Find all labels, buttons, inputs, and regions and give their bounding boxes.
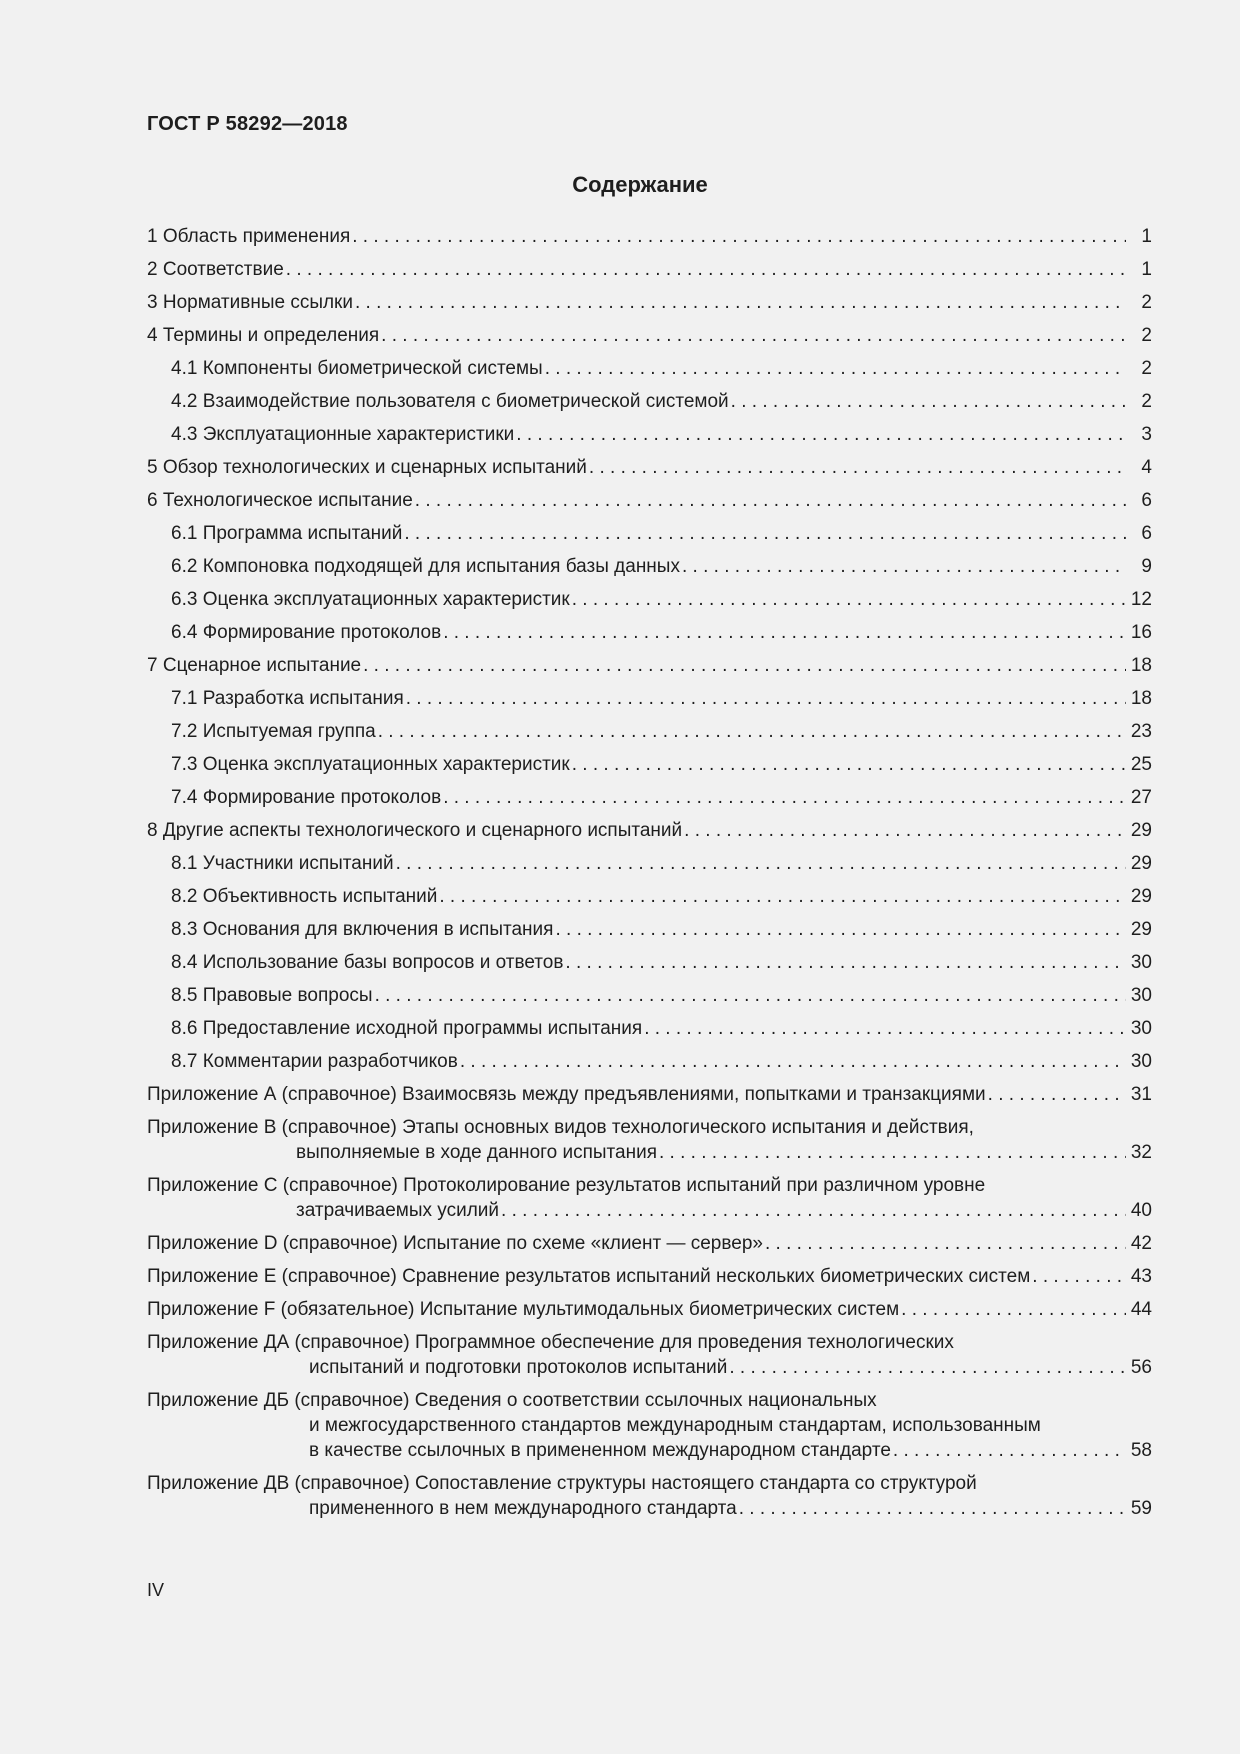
- toc-page-number: 40: [1130, 1200, 1152, 1221]
- toc-entry-text: Приложение ДБ (справочное) Сведения о соответствии ссылочных национальных: [147, 1390, 877, 1411]
- toc-page-number: 30: [1130, 1051, 1152, 1072]
- toc-entry-text: испытаний и подготовки протоколов испытаний: [309, 1357, 728, 1378]
- toc-entry-text: 4.3 Эксплуатационные характеристики: [171, 424, 515, 445]
- toc-entry[interactable]: [147, 552, 1152, 579]
- toc-entry-text: 4 Термины и определения: [147, 325, 380, 346]
- toc-dot-leader: [684, 818, 1126, 843]
- toc-entry-text: Приложение А (справочное) Взаимосвязь между предъявлениями, попытками и транзакциями: [147, 1084, 986, 1105]
- toc-entry-text: примененного в нем международного стандарта: [309, 1498, 737, 1519]
- toc-entry-text: 6.4 Формирование протоколов: [171, 622, 442, 643]
- toc-entry[interactable]: [147, 1328, 1152, 1380]
- toc-dot-leader: [682, 554, 1126, 579]
- toc-page-number: 9: [1141, 556, 1152, 577]
- toc-page-number: 18: [1130, 688, 1152, 709]
- toc-entry[interactable]: [147, 717, 1152, 744]
- toc-dot-leader: [415, 488, 1126, 513]
- toc-entry-text: 8 Другие аспекты технологического и сценарного испытаний: [147, 820, 683, 841]
- toc-page-number: 1: [1141, 259, 1152, 280]
- toc-dot-leader: [659, 1140, 1126, 1165]
- toc-dot-leader: [404, 521, 1126, 546]
- toc-dot-leader: [765, 1231, 1126, 1256]
- toc-page-number: 3: [1141, 424, 1152, 445]
- toc-entry[interactable]: [147, 387, 1152, 414]
- toc-entry-text: 8.6 Предоставление исходной программы испытания: [171, 1018, 643, 1039]
- toc-page-number: 23: [1130, 721, 1152, 742]
- document-id-header: ГОСТ Р 58292—2018: [147, 113, 348, 135]
- toc-page-number: 2: [1141, 325, 1152, 346]
- toc-page-number: 44: [1130, 1299, 1152, 1320]
- toc-dot-leader: [988, 1082, 1126, 1107]
- toc-dot-leader: [589, 455, 1126, 480]
- toc-entry[interactable]: [147, 1171, 1152, 1223]
- toc-entry[interactable]: [147, 915, 1152, 942]
- toc-entry-text: 1 Область применения: [147, 226, 351, 247]
- toc-page-number: 1: [1141, 226, 1152, 247]
- toc-entry-text: Приложение Е (справочное) Сравнение результатов испытаний нескольких биометрических систем: [147, 1266, 1031, 1287]
- toc-page-number: 58: [1130, 1440, 1152, 1461]
- toc-page-number: 59: [1130, 1498, 1152, 1519]
- toc-dot-leader: [381, 323, 1126, 348]
- toc-entry-text: Приложение ДВ (справочное) Сопоставление структуры настоящего стандарта со структурой: [147, 1473, 977, 1494]
- toc-entry-text: 7 Сценарное испытание: [147, 655, 362, 676]
- toc-dot-leader: [352, 224, 1126, 249]
- toc-dot-leader: [739, 1496, 1126, 1521]
- toc-page-number: 12: [1130, 589, 1152, 610]
- toc-entry-text: 8.5 Правовые вопросы: [171, 985, 373, 1006]
- toc-entry[interactable]: [147, 849, 1152, 876]
- toc-page-number: 30: [1130, 952, 1152, 973]
- toc-entry-text: 6 Технологическое испытание: [147, 490, 413, 511]
- toc-entry-text: затрачиваемых усилий: [296, 1200, 500, 1221]
- toc-dot-leader: [572, 587, 1126, 612]
- toc-dot-leader: [439, 884, 1126, 909]
- toc-page-number: 2: [1141, 391, 1152, 412]
- toc-entry-text: Приложение D (справочное) Испытание по схеме «клиент — сервер»: [147, 1233, 763, 1254]
- toc-page-number: 27: [1130, 787, 1152, 808]
- toc-entry[interactable]: [147, 948, 1152, 975]
- toc-entry[interactable]: [147, 486, 1152, 513]
- toc-dot-leader: [501, 1198, 1126, 1223]
- toc-dot-leader: [1032, 1264, 1126, 1289]
- toc-entry[interactable]: [147, 1295, 1152, 1322]
- toc-dot-leader: [406, 686, 1126, 711]
- toc-dot-leader: [375, 983, 1126, 1008]
- toc-dot-leader: [545, 356, 1126, 381]
- toc-entry-text: Приложение В (справочное) Этапы основных видов технологического испытания и действия,: [147, 1117, 974, 1138]
- toc-entry[interactable]: [147, 684, 1152, 711]
- toc-page-number: 32: [1130, 1142, 1152, 1163]
- toc-entry-text: 2 Соответствие: [147, 259, 284, 280]
- toc-entry[interactable]: [147, 1229, 1152, 1256]
- toc-entry-text: 7.4 Формирование протоколов: [171, 787, 442, 808]
- toc-page-number: 6: [1141, 490, 1152, 511]
- toc-entry[interactable]: [147, 651, 1152, 678]
- toc-entry[interactable]: [147, 816, 1152, 843]
- toc-entry[interactable]: [147, 1262, 1152, 1289]
- toc-entry[interactable]: [147, 288, 1152, 315]
- toc-dot-leader: [355, 290, 1126, 315]
- toc-title: Содержание: [572, 172, 708, 197]
- toc-entry[interactable]: [147, 783, 1152, 810]
- toc-dot-leader: [378, 719, 1126, 744]
- toc-page-number: 29: [1130, 919, 1152, 940]
- toc-entry[interactable]: [147, 255, 1152, 282]
- toc-dot-leader: [555, 917, 1126, 942]
- toc-entry[interactable]: [147, 519, 1152, 546]
- toc-dot-leader: [460, 1049, 1126, 1074]
- toc-entry[interactable]: [147, 585, 1152, 612]
- toc-entry[interactable]: [147, 1014, 1152, 1041]
- page-number: IV: [147, 1580, 165, 1600]
- toc-dot-leader: [443, 785, 1126, 810]
- toc-entry[interactable]: [147, 750, 1152, 777]
- toc-entry-text: 5 Обзор технологических и сценарных испытаний: [147, 457, 587, 478]
- toc-entry[interactable]: [147, 1113, 1152, 1165]
- toc-dot-leader: [286, 257, 1126, 282]
- toc-entry-text: 8.3 Основания для включения в испытания: [171, 919, 554, 940]
- toc-page-number: 4: [1141, 457, 1152, 478]
- toc-entry[interactable]: [147, 453, 1152, 480]
- toc-entry-text: 6.1 Программа испытаний: [171, 523, 403, 544]
- toc-dot-leader: [565, 950, 1126, 975]
- toc-dot-leader: [644, 1016, 1126, 1041]
- toc-dot-leader: [396, 851, 1126, 876]
- toc-entry-text: 8.4 Использование базы вопросов и ответов: [171, 952, 564, 973]
- toc-dot-leader: [729, 1355, 1126, 1380]
- toc-dot-leader: [731, 389, 1126, 414]
- toc-page-number: 18: [1130, 655, 1152, 676]
- toc-dot-leader: [516, 422, 1126, 447]
- toc-page-number: 29: [1130, 820, 1152, 841]
- toc-page-number: 2: [1141, 292, 1152, 313]
- toc-dot-leader: [572, 752, 1126, 777]
- toc-entry-text: 4.2 Взаимодействие пользователя с биометрической системой: [171, 391, 729, 412]
- toc-dot-leader: [443, 620, 1126, 645]
- toc-entry-text: 6.3 Оценка эксплуатационных характеристик: [171, 589, 570, 610]
- toc-entry-text: 8.2 Объективность испытаний: [171, 886, 438, 907]
- toc-entry-text: 7.3 Оценка эксплуатационных характеристик: [171, 754, 570, 775]
- table-of-contents: [147, 222, 1152, 1527]
- toc-page-number: 2: [1141, 358, 1152, 379]
- toc-dot-leader: [901, 1297, 1126, 1322]
- toc-page-number: 29: [1130, 886, 1152, 907]
- toc-entry[interactable]: [147, 618, 1152, 645]
- toc-entry-text: 8.1 Участники испытаний: [171, 853, 394, 874]
- toc-entry[interactable]: [147, 882, 1152, 909]
- toc-page-number: 42: [1130, 1233, 1152, 1254]
- toc-entry-text: в качестве ссылочных в примененном международном стандарте: [309, 1440, 891, 1461]
- toc-entry[interactable]: [147, 1047, 1152, 1074]
- toc-page-number: 16: [1130, 622, 1152, 643]
- toc-page-number: 30: [1130, 985, 1152, 1006]
- toc-entry[interactable]: [147, 981, 1152, 1008]
- toc-entry-text: 7.2 Испытуемая группа: [171, 721, 376, 742]
- toc-entry-text: Приложение С (справочное) Протоколирование результатов испытаний при различном уровне: [147, 1175, 986, 1196]
- toc-entry-text: 4.1 Компоненты биометрической системы: [171, 358, 543, 379]
- toc-entry-text: Приложение ДА (справочное) Программное обеспечение для проведения технологических: [147, 1332, 954, 1353]
- toc-entry-text: 7.1 Разработка испытания: [171, 688, 404, 709]
- toc-entry[interactable]: [147, 222, 1152, 249]
- toc-entry-text: Приложение F (обязательное) Испытание мультимодальных биометрических систем: [147, 1299, 900, 1320]
- toc-page-number: 6: [1141, 523, 1152, 544]
- toc-entry-text: и межгосударственного стандартов международным стандартам, использованным: [309, 1415, 1041, 1436]
- toc-entry[interactable]: [147, 420, 1152, 447]
- toc-entry-text: 6.2 Компоновка подходящей для испытания базы данных: [171, 556, 680, 577]
- toc-page-number: 30: [1130, 1018, 1152, 1039]
- toc-entry-text: выполняемые в ходе данного испытания: [296, 1142, 657, 1163]
- toc-dot-leader: [363, 653, 1126, 678]
- toc-dot-leader: [893, 1438, 1126, 1463]
- toc-page-number: 29: [1130, 853, 1152, 874]
- toc-page-number: 56: [1130, 1357, 1152, 1378]
- toc-entry-text: 8.7 Комментарии разработчиков: [171, 1051, 458, 1072]
- toc-entry[interactable]: [147, 1469, 1152, 1521]
- toc-entry[interactable]: [147, 1386, 1152, 1463]
- toc-entry[interactable]: [147, 1080, 1152, 1107]
- toc-page-number: 31: [1130, 1084, 1152, 1105]
- toc-entry-text: 3 Нормативные ссылки: [147, 292, 353, 313]
- toc-entry[interactable]: [147, 321, 1152, 348]
- toc-page-number: 43: [1130, 1266, 1152, 1287]
- toc-entry[interactable]: [147, 354, 1152, 381]
- toc-page-number: 25: [1130, 754, 1152, 775]
